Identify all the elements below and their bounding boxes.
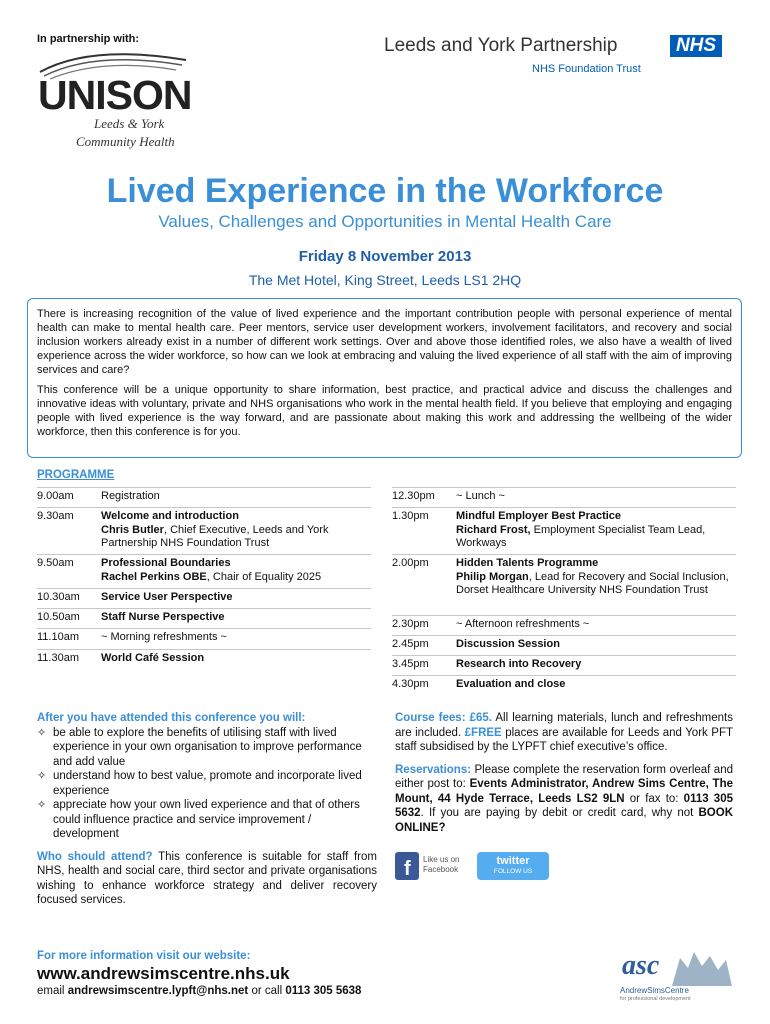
outcomes-heading: After you have attended this conference you will: [37, 712, 306, 724]
asc-logo [602, 948, 732, 1008]
who-should-attend [37, 850, 377, 908]
intro-box [27, 298, 742, 458]
speaker-name: Richard Frost, [456, 523, 531, 536]
unison-logo [36, 50, 206, 152]
session-text: ~ Lunch ~ [456, 490, 505, 502]
intro-paragraph-2: This conference will be a unique opportunity to share information, best practice, and practical advice and discuss the challenges and innovative ideas with voluntary, private and NHS organisations who work in the mental health field. If you believe that employing and engaging people with lived experience is the way forward, and are passionate about making this work and addressing the wellbeing of the wider workforce, then this conference is for you. [37, 384, 732, 438]
asc-name: AndrewSimsCentre [620, 986, 689, 995]
programme-time: 9.50am [37, 557, 74, 569]
session-title: Mindful Employer Best Practice [456, 510, 622, 522]
session-title: World Café Session [101, 652, 205, 664]
reservations-text-3: . If you are paying by debit or credit card, why not [420, 807, 699, 819]
intro-paragraph-1: There is increasing recognition of the value of lived experience and the important contribution people with personal experience of mental health can make to mental health care. Peer mentors, service user development workers, involvement facilitators, and recovery and social inclusion workers already exist in a number of different work settings. Over and above those identified roles, we also have a wealth of lived experience across the wider workforce, so how can we look at embracing and valuing the lived experience of all staff with the aim of improving services and care? [37, 308, 732, 376]
session-title: Service User Perspective [101, 591, 233, 603]
reservations [395, 763, 733, 836]
programme-time: 4.30pm [392, 678, 429, 690]
phone-number: 0113 305 5638 [285, 985, 362, 997]
session-title: Research into Recovery [456, 658, 582, 670]
outcome-item [37, 769, 377, 798]
session-title: Professional Boundaries [101, 557, 231, 569]
row-divider [37, 608, 371, 609]
programme-session [456, 557, 736, 598]
session-title: Welcome and introduction [101, 510, 239, 522]
who-text: This conference is suitable for staff from NHS, health and social care, third sector and private organisations wishing to enhance workforce strategy and deliver recovery focused services. [37, 850, 377, 906]
fees-label: Course fees: £65. [395, 712, 492, 724]
programme-session [101, 631, 371, 645]
programme-time: 10.50am [37, 611, 80, 623]
programme-time: 9.00am [37, 490, 74, 502]
programme-session [456, 638, 736, 652]
outcomes-section [37, 711, 377, 908]
sparkle-bullet-icon: ✧ [37, 726, 47, 739]
twitter-button[interactable] [477, 852, 549, 880]
row-divider [37, 554, 371, 555]
nhs-trust-logo [384, 35, 736, 83]
fees-text: All learning materials, lunch and refreshments are included. [395, 712, 733, 739]
reservations-text: Please complete the reservation form overleaf and either post to: [395, 763, 733, 790]
website-link[interactable]: www.andrewsimscentre.nhs.uk [37, 964, 290, 983]
facebook-line1: Like us on [423, 855, 460, 864]
nhs-trust-subtitle: NHS Foundation Trust [532, 63, 641, 75]
session-title: Discussion Session [456, 638, 560, 650]
free-label: £FREE [464, 726, 502, 739]
partnership-label: In partnership with: [37, 33, 140, 45]
svg-text:f: f [404, 858, 411, 880]
email-link[interactable]: andrewsimscentre.lypft@nhs.net [67, 985, 249, 997]
contact-mid: or call [248, 985, 286, 997]
unison-branch-line1: Leeds & York [94, 116, 165, 131]
footer-contact [37, 985, 361, 997]
facebook-button[interactable] [395, 852, 465, 880]
email-prefix: email [37, 985, 68, 997]
course-fees [395, 711, 733, 755]
reservations-text-2: or fax to: [624, 792, 684, 805]
twitter-line1: twitter [496, 855, 530, 867]
outcome-text: understand how to best value, promote and incorporate lived experience [53, 770, 362, 797]
outcome-text: appreciate how your own lived experience and that of others could influence practice and service improvement / development [53, 799, 360, 840]
row-divider [392, 635, 736, 636]
row-divider [392, 615, 736, 616]
row-divider [37, 487, 371, 488]
event-date: Friday 8 November 2013 [298, 248, 472, 265]
session-title: Hidden Talents Programme [456, 557, 599, 569]
programme-time: 3.45pm [392, 658, 429, 670]
footer-label: For more information visit our website: [37, 950, 251, 962]
row-divider [37, 507, 371, 508]
speaker-name: Philip Morgan [456, 570, 529, 583]
programme-time: 1.30pm [392, 510, 429, 522]
speaker-role: , Chief Executive, Leeds and York Partnership NHS Foundation Trust [101, 523, 329, 549]
programme-time: 9.30am [37, 510, 74, 522]
event-subtitle: Values, Challenges and Opportunities in Mental Health Care [158, 212, 612, 231]
row-divider [37, 588, 371, 589]
programme-time: 2.45pm [392, 638, 429, 650]
speaker-name: Chris Butler [101, 523, 164, 536]
programme-session [456, 510, 736, 551]
sparkle-bullet-icon: ✧ [37, 799, 47, 811]
programme-session [101, 490, 371, 504]
programme-session [101, 652, 371, 666]
programme-time: 12.30pm [392, 490, 435, 502]
programme-time: 11.10am [37, 631, 79, 643]
session-text: ~ Morning refreshments ~ [101, 631, 227, 643]
fax-number: 0113 305 5632 [395, 792, 733, 819]
speaker-role: Employment Specialist Team Lead, Workways [456, 523, 706, 549]
speaker-role: , Chair of Equality 2025 [206, 570, 322, 583]
session-title: Evaluation and close [456, 678, 566, 690]
row-divider [392, 507, 736, 508]
unison-branch-line2: Community Health [76, 134, 175, 149]
facebook-line2: Facebook [423, 865, 459, 874]
session-text: Registration [101, 490, 160, 502]
reservations-address: Events Administrator, Andrew Sims Centre, The Mount, 44 Hyde Terrace, Leeds LS2 9LN [395, 778, 734, 805]
programme-time: 2.00pm [392, 557, 429, 569]
fees-section [395, 711, 733, 835]
programme-session [456, 490, 736, 504]
programme-session [456, 678, 736, 692]
twitter-icon [477, 852, 549, 880]
speaker-name: Rachel Perkins OBE [101, 570, 207, 583]
session-text: ~ Afternoon refreshments ~ [456, 618, 590, 630]
row-divider [392, 675, 736, 676]
session-title: Staff Nurse Perspective [101, 611, 225, 623]
programme-session [101, 591, 371, 605]
asc-wordmark: asc [622, 950, 660, 981]
programme-time: 11.30am [37, 652, 79, 664]
outcome-item [37, 798, 377, 842]
programme-heading: PROGRAMME [37, 469, 115, 481]
programme-session [101, 557, 371, 584]
row-divider [37, 649, 371, 650]
programme-time: 10.30am [37, 591, 80, 603]
programme-session [101, 510, 371, 551]
book-online-link[interactable]: BOOK ONLINE? [395, 807, 733, 834]
unison-wordmark: UNISON [38, 72, 192, 118]
speaker-role: , Lead for Recovery and Social Inclusion, Dorset Healthcare University NHS Foundation Trust [456, 570, 729, 596]
programme-session [101, 611, 371, 625]
sparkle-bullet-icon: ✧ [37, 770, 47, 782]
event-venue: The Met Hotel, King Street, Leeds LS1 2HQ [248, 272, 522, 288]
outcome-item [37, 726, 377, 770]
programme-time: 2.30pm [392, 618, 429, 630]
row-divider [37, 628, 371, 629]
twitter-line2: FOLLOW US [493, 868, 533, 875]
row-divider [392, 655, 736, 656]
nhs-trust-name: Leeds and York Partnership [384, 35, 618, 56]
asc-subtitle: for professional development [620, 996, 691, 1002]
who-heading: Who should attend? [37, 850, 153, 863]
event-title: Lived Experience in the Workforce [106, 172, 664, 210]
row-divider [392, 487, 736, 488]
programme-session [456, 618, 736, 632]
programme-session [456, 658, 736, 672]
nhs-badge: NHS [670, 35, 722, 57]
fees-text-2: places are available for Leeds and York PFT staff subsidised by the LYPFT chief executive’s office. [395, 726, 733, 753]
outcome-text: be able to explore the benefits of utilising staff with lived experience in your own organisation to improve performance and add value [53, 726, 362, 768]
reservations-label: Reservations: [395, 763, 472, 776]
row-divider [392, 554, 736, 555]
